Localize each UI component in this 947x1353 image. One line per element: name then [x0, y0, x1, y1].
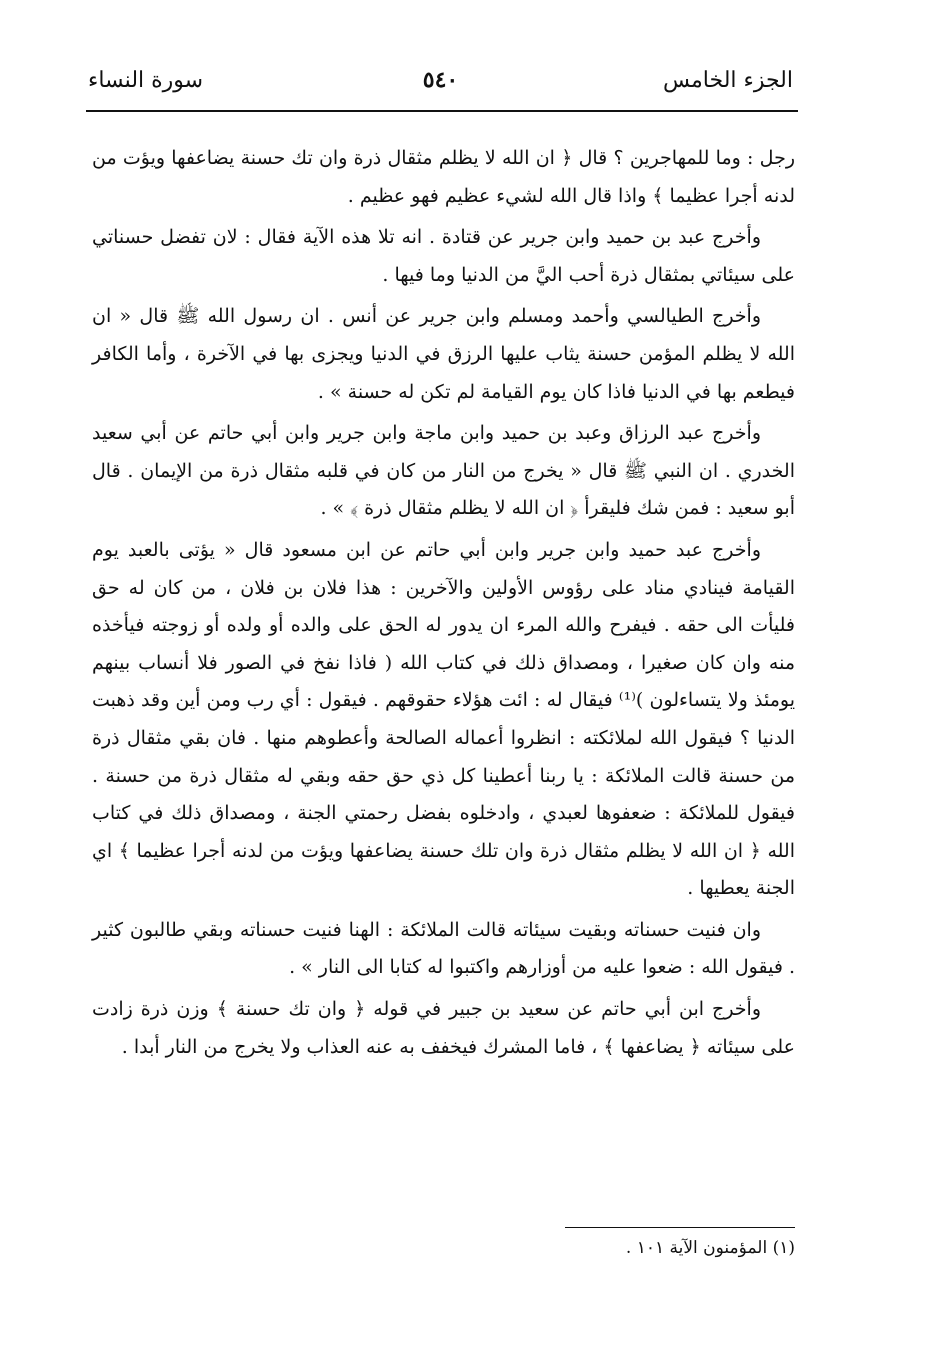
page-body [92, 140, 795, 1070]
footnote-rule [565, 1227, 795, 1228]
header-part-label: الجزء الخامس [662, 67, 793, 93]
paragraph: وان فنيت حسناته وبقيت سيئاته قالت الملائكة : الهنا فنيت حسناته وبقي طالبون كثير . فيقول الله : ضعوا عليه من أوزارهم واكتبوا له كتابا الى النار » . [92, 918, 795, 979]
paragraph: وأخرج ابن أبي حاتم عن سعيد بن جبير في قوله ﴿ وان تك حسنة ﴾ وزن ذرة زادت على سيئاته ﴿ يضاعفها ﴾ ، فاما المشرك فيخفف به عنه العذاب ولا يخرج من النار أبدا . [92, 998, 795, 1058]
paragraph: رجل : وما للمهاجرين ؟ قال ﴿ ان الله لا يظلم مثقال ذرة وان تك حسنة يضاعفها ويؤت من لدنه أجرا عظيما ﴾ واذا قال الله لشيء عظيم فهو عظيم . [92, 147, 795, 207]
paragraph: وأخرج الطيالسي وأحمد ومسلم وابن جرير عن أنس . ان رسول الله ﷺ قال « ان الله لا يظلم المؤمن حسنة يثاب عليها الرزق في الدنيا ويجزى بها في الآخرة ، وأما الكافر فيطعم بها في الدنيا فاذا كان يوم القيامة لم تكن له حسنة » . [92, 305, 795, 403]
paragraph: وأخرج عبد بن حميد وابن جرير عن قتادة . انه تلا هذه الآية فقال : لان تفضل حسناتي على سيئاتي بمثقال ذرة أحب اليَّ من الدنيا وما فيها . [92, 226, 795, 286]
header-rule [86, 110, 798, 112]
header-surah-label: سورة النساء [88, 67, 204, 93]
paragraph: وأخرج عبد الرزاق وعبد بن حميد وابن ماجة وابن جرير وابن أبي حاتم عن أبي سعيد الخدري . ان النبي ﷺ قال « يخرج من النار من كان في قلبه مثقال ذرة من الإيمان . قال أبو سعيد : فمن شك فليقرأ ﴿ ان الله لا يظلم مثقال ذرة ﴾ » . [92, 422, 795, 520]
footnote: (١) المؤمنون الآية ١٠١ . [625, 1238, 795, 1258]
paragraph: وأخرج عبد حميد وابن جرير وابن أبي حاتم عن ابن مسعود قال « يؤتى بالعبد يوم القيامة فينادي مناد على رؤوس الأولين والآخرين : هذا فلان بن فلان ، من كان له حق فليأت الى حقه . فيفرح والله المرء ان يدور له الحق على والده أو ولده أو زوجته فيأخذه منه وان كان صغيرا ، ومصداق ذلك في كتاب الله ( فاذا نفخ في الصور فلا أنساب بينهم يومئذ ولا يتساءلون )⁽¹⁾ فيقال له : ائت هؤلاء حقوقهم . فيقول : أي رب ومن أين وقد ذهبت الدنيا ؟ فيقول الله لملائكته : انظروا أعماله الصالحة وأعطوهم منها . فان بقي مثقال ذرة من حسنة قالت الملائكة : يا ربنا أعطينا كل ذي حق حقه وبقي له مثقال ذرة من حسنة . فيقول للملائكة : ضعفوها لعبدي ، وادخلوه بفضل رحمتي الجنة ، ومصداق ذلك في كتاب الله ﴿ ان الله لا يظلم مثقال ذرة وان تلك حسنة يضاعفها ويؤت من لدنه أجرا عظيما ﴾ اي الجنة يعطيها . [92, 538, 796, 900]
running-header [88, 60, 793, 100]
page-number: ٥٤٠ [422, 67, 459, 93]
